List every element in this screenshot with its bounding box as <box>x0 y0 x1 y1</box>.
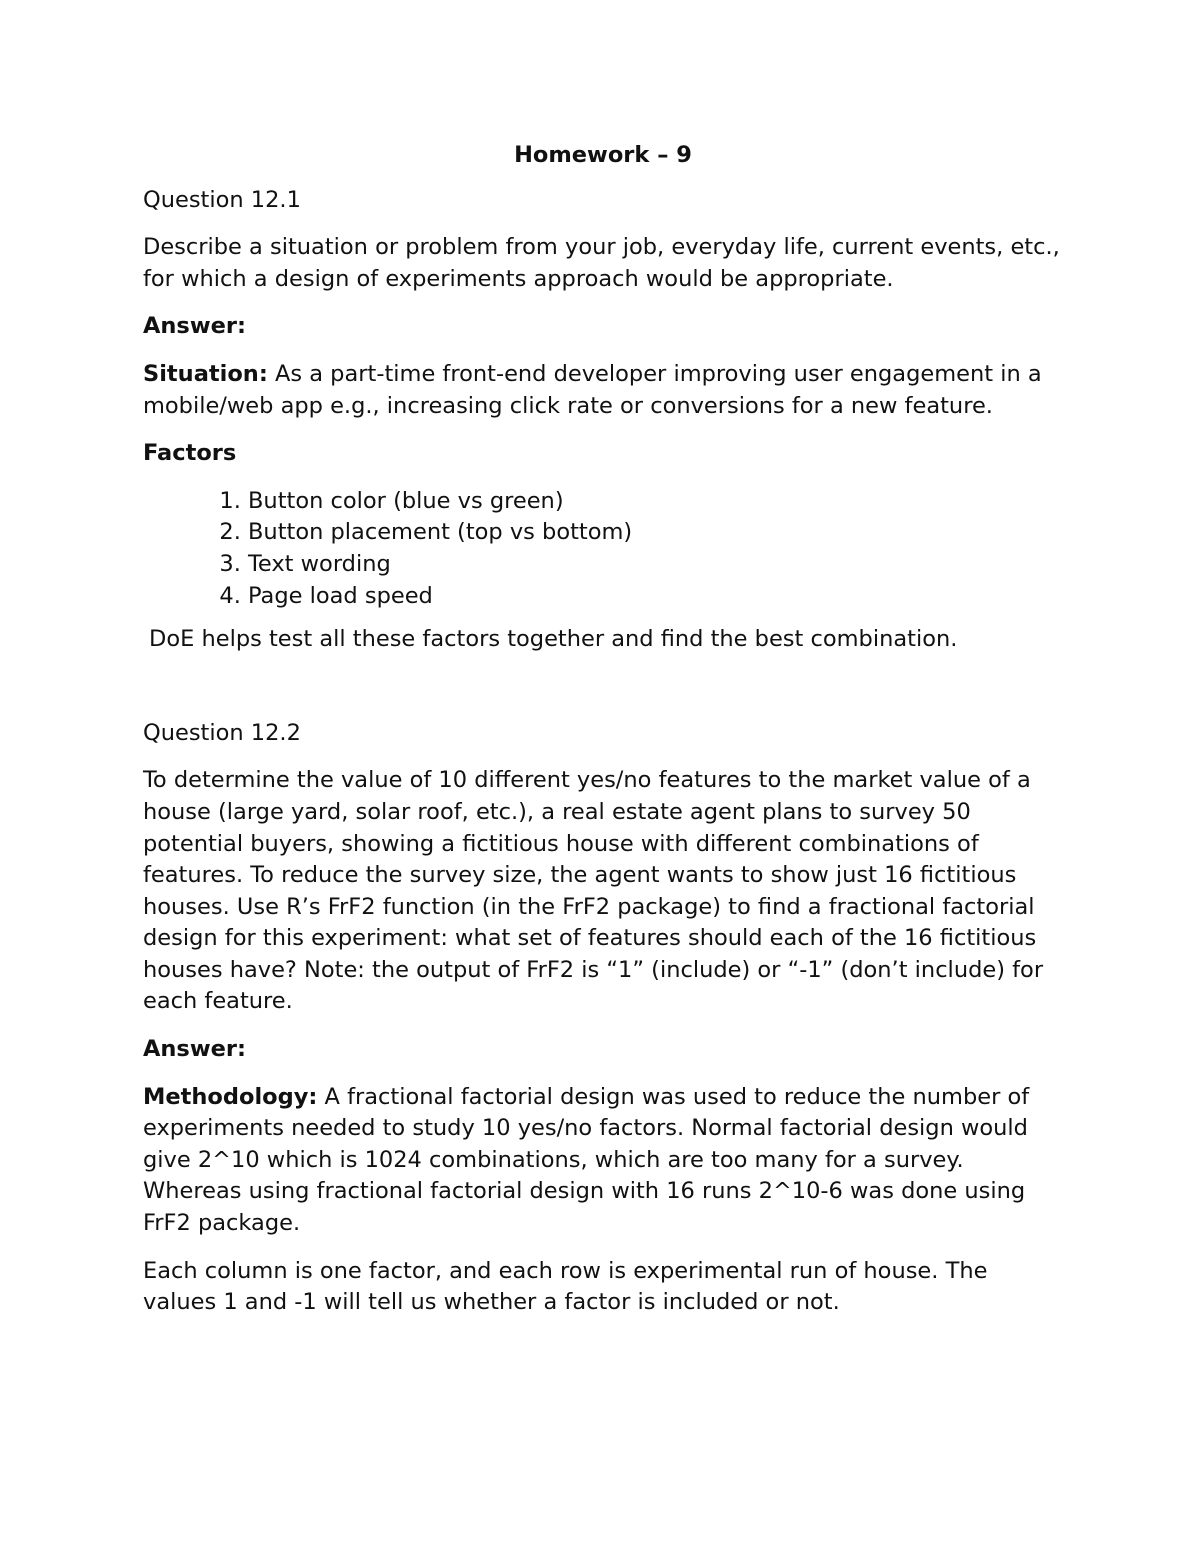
question-12-2-prompt: To determine the value of 10 different yes/no features to the market value of a house (large yard, solar roof, etc.), a real estate agent plans to survey 50 potential buyers, showing a fictitious house with different combinations of features. To reduce the survey size, the agent wants to show just 16 fictitious houses. Use R’s FrF2 function (in the FrF2 package) to find a fractional factorial design for this experiment: what set of features should each of the 16 fictitious houses have? Note: the output of FrF2 is “1” (include) or “-1” (don’t include) for each feature. <box>143 767 1044 1015</box>
factor-item: 4. Page load speed <box>248 581 1063 613</box>
document-title: Homework – 9 <box>514 142 692 168</box>
question-12-1-prompt: Describe a situation or problem from your job, everyday life, current events, etc., for which a design of experiments approach would be appropriate. <box>143 234 1060 292</box>
question-12-1-answer-label: Answer: <box>143 313 246 340</box>
section-spacer <box>143 672 1063 718</box>
question-12-2-answer-label: Answer: <box>143 1036 246 1063</box>
question-12-2-heading: Question 12.2 <box>143 719 301 746</box>
methodology-text: A fractional factorial design was used to reduce the number of experiments needed to study 10 yes/no factors. Normal factorial design would give 2^10 which is 1024 combinations, which are too many for a survey. Whereas using fractional factorial design with 16 runs 2^10-6 was done using FrF2 package. <box>143 1083 1030 1237</box>
methodology-paragraph <box>143 1082 1063 1240</box>
factors-heading: Factors <box>143 440 237 467</box>
doe-conclusion: DoE helps test all these factors together and find the best combination. <box>149 626 958 653</box>
situation-text: As a part-time front-end developer improving user engagement in a mobile/web app e.g., increasing click rate or conversions for a new feature. <box>143 360 1042 419</box>
question-12-1-heading: Question 12.1 <box>143 186 301 213</box>
factor-item: 3. Text wording <box>248 549 1063 581</box>
design-explanation: Each column is one factor, and each row is experimental run of house. The values 1 and -1 will tell us whether a factor is included or not. <box>143 1257 988 1316</box>
factor-item: 2. Button placement (top vs bottom) <box>248 517 1063 549</box>
methodology-label: Methodology: <box>143 1083 318 1110</box>
document-content <box>143 140 1063 1335</box>
situation-label: Situation: <box>143 360 268 387</box>
situation-paragraph <box>143 359 1063 422</box>
factors-list <box>143 486 1063 612</box>
factor-item: 1. Button color (blue vs green) <box>248 486 1063 518</box>
